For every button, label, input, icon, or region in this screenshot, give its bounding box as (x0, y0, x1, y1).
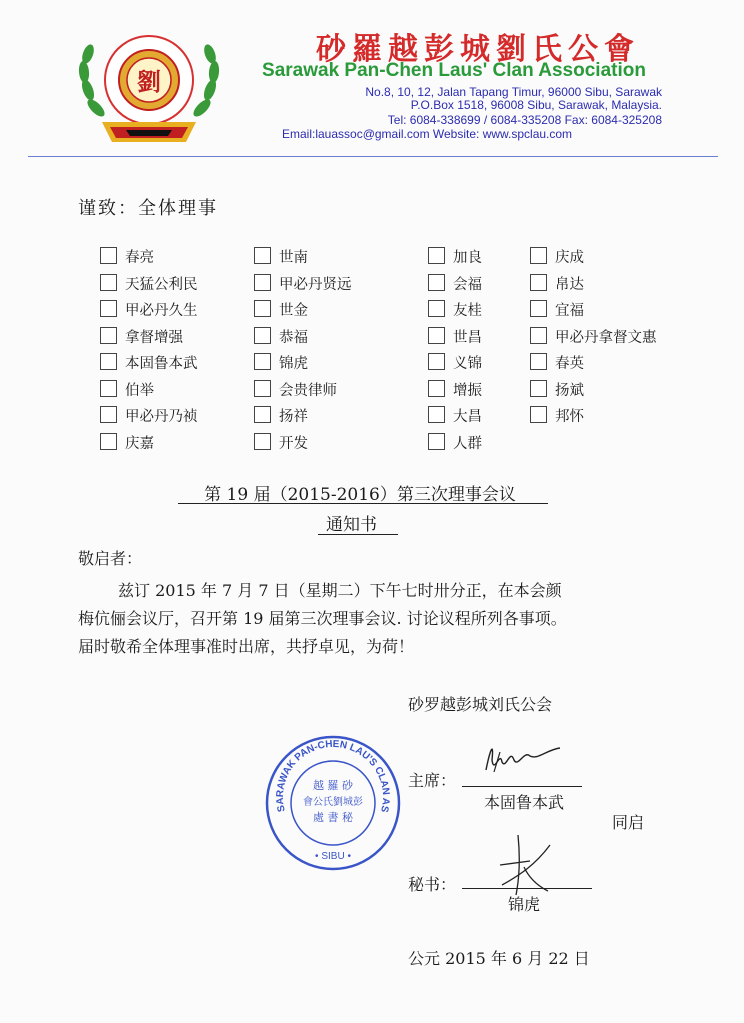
recipient-checkbox[interactable] (428, 247, 445, 264)
recipient-checkbox[interactable] (100, 300, 117, 317)
association-logo (74, 30, 224, 150)
recipient-checkbox[interactable] (428, 353, 445, 370)
recipient-checkbox[interactable] (530, 247, 547, 264)
notice-body-line: 届时敬希全体理事准时出席，共抒卓见，为荷！ (78, 637, 415, 656)
document-date: 公元 2015 年 6 月 22 日 (408, 949, 590, 968)
address-line: No.8, 10, 12, Jalan Tapang Timur, 96000 Sibu, Sarawak (365, 85, 662, 99)
header-divider (28, 156, 718, 157)
recipient-name: 甲必丹拿督文惠 (555, 330, 657, 346)
recipient-name: 开发 (279, 436, 308, 452)
recipient-checkbox[interactable] (530, 380, 547, 397)
recipient-checkbox[interactable] (530, 353, 547, 370)
notice-title: 第 19 届（2015-2016）第三次理事会议 (204, 485, 516, 505)
recipient-checkbox[interactable] (428, 433, 445, 450)
recipient-name: 恭福 (279, 330, 308, 346)
recipient-checkbox[interactable] (428, 274, 445, 291)
recipient-name: 庆嘉 (125, 436, 154, 452)
recipient-name: 甲必丹乃祯 (125, 409, 198, 425)
seal-bottom-text: • SIBU • (315, 851, 351, 862)
recipient-name: 锦虎 (279, 356, 308, 372)
recipient-name: 义锦 (453, 356, 482, 372)
subtitle-underline (318, 534, 398, 535)
recipient-name: 增振 (453, 383, 482, 399)
association-seal (263, 733, 403, 873)
notice-body-line: 兹订 2015 年 7 月 7 日（星期二）下午七时卅分正，在本会颜 (118, 581, 562, 600)
recipient-checkbox[interactable] (254, 433, 271, 450)
recipient-checkbox[interactable] (100, 327, 117, 344)
secretary-label: 秘书： (408, 875, 457, 894)
seal-inner-text: 會公氏劉城彭 (303, 797, 363, 808)
recipient-checkbox[interactable] (530, 327, 547, 344)
address-line: P.O.Box 1518, 96008 Sibu, Sarawak, Malaysia. (410, 98, 662, 112)
greeting: 谨致：全体理事 (78, 198, 218, 219)
recipient-checkbox[interactable] (530, 300, 547, 317)
recipient-checkbox[interactable] (100, 353, 117, 370)
recipient-checkbox[interactable] (254, 380, 271, 397)
recipient-name: 扬斌 (555, 383, 584, 399)
recipient-checkbox[interactable] (100, 380, 117, 397)
secretary-name: 锦虎 (508, 895, 541, 914)
jointly-issued: 同启 (612, 813, 645, 832)
recipient-checkbox[interactable] (254, 406, 271, 423)
recipient-name: 帛达 (555, 277, 584, 293)
logo-glyph: 劉 (137, 67, 161, 96)
recipient-name: 本固鲁本武 (125, 356, 198, 372)
recipient-name: 春亮 (125, 250, 154, 266)
chair-label: 主席： (408, 771, 457, 790)
secretary-signature-line (462, 888, 592, 889)
recipient-checkbox[interactable] (428, 300, 445, 317)
recipient-name: 拿督增强 (125, 330, 183, 346)
recipient-name: 邦怀 (555, 409, 584, 425)
recipient-name: 宜福 (555, 303, 584, 319)
recipient-checkbox[interactable] (428, 327, 445, 344)
recipient-name: 会贵律师 (279, 383, 337, 399)
recipient-checkbox[interactable] (428, 406, 445, 423)
salutation: 敬启者： (78, 549, 143, 568)
email-website-line: Email:lauassoc@gmail.com Website: www.spclau.com (282, 127, 573, 141)
chair-name: 本固鲁本武 (484, 793, 565, 812)
recipient-name: 世南 (279, 250, 308, 266)
recipient-name: 伯举 (125, 383, 154, 399)
recipient-checkbox[interactable] (254, 353, 271, 370)
recipient-name: 加良 (453, 250, 482, 266)
signoff-organization: 砂罗越彭城刘氏公会 (408, 695, 553, 714)
recipient-name: 甲必丹贤远 (279, 277, 352, 293)
recipient-name: 世金 (279, 303, 308, 319)
recipient-checkbox[interactable] (254, 300, 271, 317)
notice-body-line: 梅伉俪会议厅，召开第 19 届第三次理事会议. 讨论议程所列各事项。 (78, 609, 567, 628)
phone-fax-line: Tel: 6084-338699 / 6084-335208 Fax: 6084-325208 (387, 113, 662, 127)
recipient-checkbox[interactable] (100, 274, 117, 291)
seal-inner-text: 越 羅 砂 (313, 779, 353, 792)
notice-subtitle: 通知书 (326, 515, 377, 535)
recipient-name: 会福 (453, 277, 482, 293)
recipient-name: 扬祥 (279, 409, 308, 425)
recipient-checkbox[interactable] (530, 274, 547, 291)
seal-ring-text: SARAWAK PAN-CHEN LAU'S CLAN AS (274, 738, 392, 814)
title-underline (178, 503, 548, 504)
recipient-name: 甲必丹久生 (125, 303, 198, 319)
org-name-english: Sarawak Pan-Chen Laus' Clan Association (262, 60, 646, 81)
recipient-checkbox[interactable] (428, 380, 445, 397)
recipient-name: 友桂 (453, 303, 482, 319)
chairman-signature (480, 730, 570, 790)
org-name-chinese: 砂羅越彭城劉氏公會 (316, 32, 640, 67)
recipient-name: 世昌 (453, 330, 482, 346)
recipient-name: 天猛公利民 (125, 277, 198, 293)
recipient-checkbox[interactable] (254, 274, 271, 291)
recipient-name: 春英 (555, 356, 584, 372)
chair-signature-line (462, 786, 582, 787)
recipient-name: 大昌 (453, 409, 482, 425)
recipient-name: 人群 (453, 436, 482, 452)
recipient-name: 庆成 (555, 250, 584, 266)
recipient-checkbox[interactable] (100, 433, 117, 450)
recipient-checkbox[interactable] (254, 327, 271, 344)
recipient-checkbox[interactable] (530, 406, 547, 423)
recipient-checkbox[interactable] (100, 406, 117, 423)
seal-inner-text: 處 書 秘 (313, 811, 353, 824)
recipient-checkbox[interactable] (254, 247, 271, 264)
recipient-checkbox[interactable] (100, 247, 117, 264)
